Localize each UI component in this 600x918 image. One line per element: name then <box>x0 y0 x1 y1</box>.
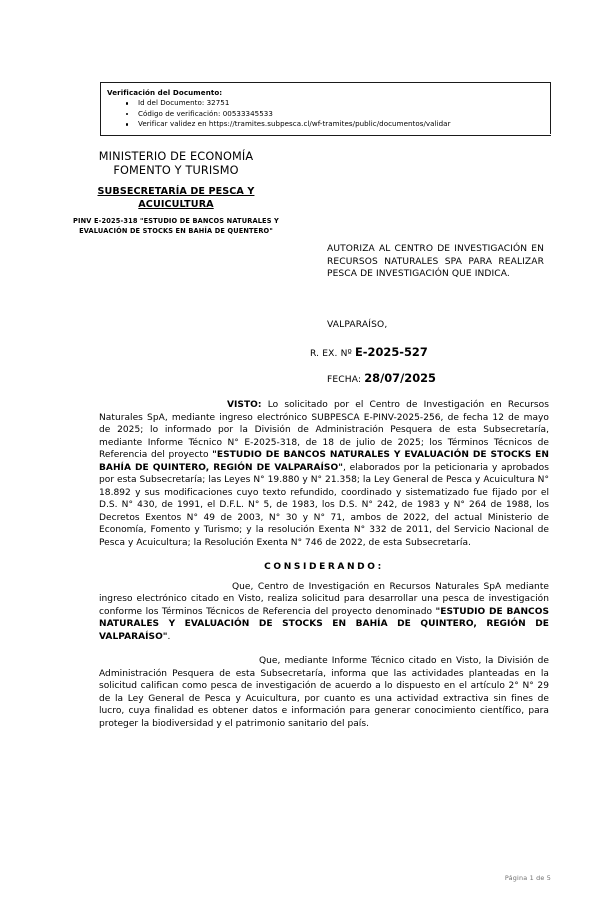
considerando-p2-text: Que, mediante Informe Técnico citado en Visto, la División de Administración Pesquera de esta Subsecretaría, informa que las actividades planteadas en la solicitud califican como pesca de investigación de acuerdo a lo dispuesto en el artículo 2° N° 29 de la Ley General de Pesca y Acuicultura, por cuanto es una actividad extractiva sin fines de lucro, cuya finalidad es obtener datos e información para generar conocimiento científico, para proteger la biodiversidad y el patrimonio sanitario del país. <box>99 656 549 730</box>
project-code-line1: PINV E-2025-318 "ESTUDIO DE BANCOS NATURALES Y <box>73 217 279 226</box>
ministry-name-line2: FOMENTO Y TURISMO <box>113 164 239 178</box>
verification-item-document-id: Id del Documento: 32751 <box>107 98 551 109</box>
visto-label: VISTO: <box>227 400 262 410</box>
resolution-date-value: 28/07/2025 <box>364 371 436 385</box>
considerando-p1-text-before-title: Que, Centro de Investigación en Recursos Naturales SpA mediante ingreso electrónico citado en Visto, realiza solicitud para desarrollar una pesca de investigación conforme los Términos Técnicos de Referencia del proyecto denominado <box>99 581 549 617</box>
letterhead <box>42 150 310 236</box>
issue-place: VALPARAÍSO, <box>327 320 388 330</box>
verification-item-code: Código de verificación: 00533345533 <box>107 109 551 120</box>
verification-item-url: Verificar validez en https://tramites.subpesca.cl/wf-tramites/public/documentos/validar <box>107 119 551 130</box>
page-number-footer: Página 1 de 5 <box>504 874 551 882</box>
resolution-number-label: R. EX. Nº <box>310 349 352 359</box>
considerando-p1-project-title: "ESTUDIO DE BANCOS NATURALES Y EVALUACIÓN DE STOCKS EN BAHÍA DE QUINTERO, REGIÓN DE VALPARAÍSO" <box>99 606 549 642</box>
document-body <box>99 399 549 743</box>
visto-project-title: "ESTUDIO DE BANCOS NATURALES Y EVALUACIÓN DE STOCKS EN BAHÍA DE QUINTERO, REGIÓN DE VALPARAÍSO" <box>99 450 549 473</box>
ministry-name-line1: MINISTERIO DE ECONOMÍA <box>98 150 254 163</box>
visto-text-after-title: , elaborados por la peticionaria y aprobados por esta Subsecretaría; las Leyes N° 19.880 y N° 21.358; la Ley General de Pesca y Acuicultura N° 18.892 y sus modificaciones cuyo texto refundido, coordinado y sistematizado fue fijado por el D.S. N° 430, de 1991, el D.F.L. N° 5, de 1983, los D.S. N° 242, de 1983 y N° 264 de 1988, los Decretos Exentos N° 49 de 2003, N° 30 y N° 71, ambos de 2022, del actual Ministerio de Economía, Fomento y Turismo; y la resolución Exenta N° 332 de 2011, del Servicio Nacional de Pesca y Acuicultura; la Resolución Exenta N° 746 de 2022, de esta Subsecretaría. <box>99 462 549 549</box>
verification-box <box>100 82 551 136</box>
subsecretaria-name-line2: ACUICULTURA <box>138 199 214 211</box>
visto-text-before-title: Lo solicitado por el Centro de Investigación en Recursos Naturales SpA, mediante ingreso electrónico SUBPESCA E-PINV-2025-256, de fecha 12 de mayo de 2025; lo informado por la División de Administración Pesquera de esta Subsecretaría, mediante Informe Técnico N° E-2025-318, de 18 de julio de 2025; los Términos Técnicos de Referencia del proyecto <box>99 400 549 461</box>
considerando-heading: CONSIDERANDO: <box>264 561 384 572</box>
subsecretaria-name-line1: SUBSECRETARÍA DE PESCA Y <box>97 186 255 198</box>
visto-paragraph <box>99 399 549 550</box>
resolution-number-value: E-2025-527 <box>355 345 428 359</box>
verification-title: Verificación del Documento: <box>107 88 223 97</box>
resolution-number-line <box>310 345 428 359</box>
project-code-line2: EVALUACIÓN DE STOCKS EN BAHÍA DE QUENTERO" <box>79 226 273 235</box>
resolution-subject: AUTORIZA AL CENTRO DE INVESTIGACIÓN EN RECURSOS NATURALES SPA PARA REALIZAR PESCA DE INVESTIGACIÓN QUE INDICA. <box>327 244 544 280</box>
verification-box-right-edge <box>550 82 551 134</box>
resolution-date-label: FECHA: <box>327 375 362 385</box>
verification-list <box>107 98 551 130</box>
considerando-p1-text-after-title: . <box>167 631 171 642</box>
considerando-paragraph-1 <box>99 581 549 644</box>
considerando-paragraph-2 <box>99 655 549 730</box>
resolution-date-line <box>327 371 436 385</box>
